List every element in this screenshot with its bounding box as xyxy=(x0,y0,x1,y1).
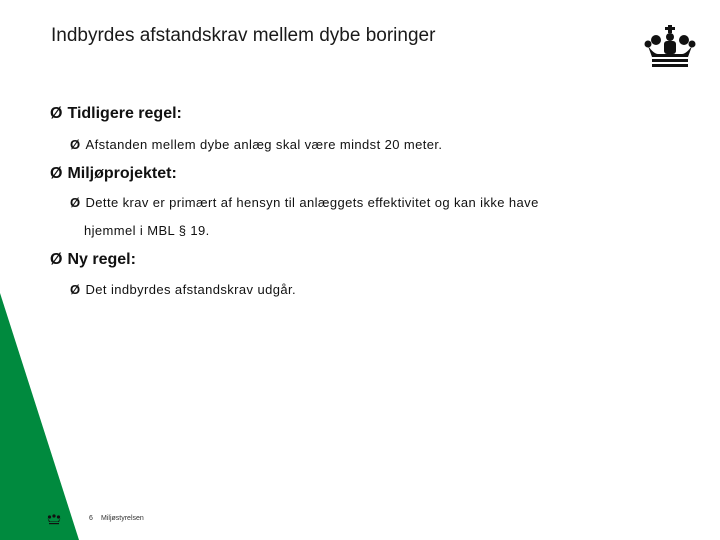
bullet-arrow-icon: Ø xyxy=(50,105,63,122)
slide-title: Indbyrdes afstandskrav mellem dybe boringer xyxy=(51,25,436,46)
bullet-arrow-icon: Ø xyxy=(70,137,81,152)
bullet-arrow-icon: Ø xyxy=(50,251,63,268)
bullet-item: Ø Afstanden mellem dybe anlæg skal være mindst 20 meter. xyxy=(70,137,443,152)
footer-organization: Miljøstyrelsen xyxy=(101,515,144,522)
section-heading: Ø Miljøprojektet: xyxy=(50,165,177,182)
section-heading: Ø Ny regel: xyxy=(50,251,136,268)
bullet-arrow-icon: Ø xyxy=(70,282,81,297)
bullet-arrow-icon: Ø xyxy=(50,165,63,182)
bullet-item: Ø Dette krav er primært af hensyn til anlæggets effektivitet og kan ikke have xyxy=(70,195,539,210)
crown-logo-icon xyxy=(644,24,696,68)
section-heading: Ø Tidligere regel: xyxy=(50,105,182,122)
page-number: 6 xyxy=(89,515,93,522)
footer-crown-icon xyxy=(46,513,62,525)
bullet-arrow-icon: Ø xyxy=(70,195,81,210)
bullet-item-continuation: hjemmel i MBL § 19. xyxy=(84,223,210,238)
bullet-item: Ø Det indbyrdes afstandskrav udgår. xyxy=(70,282,296,297)
